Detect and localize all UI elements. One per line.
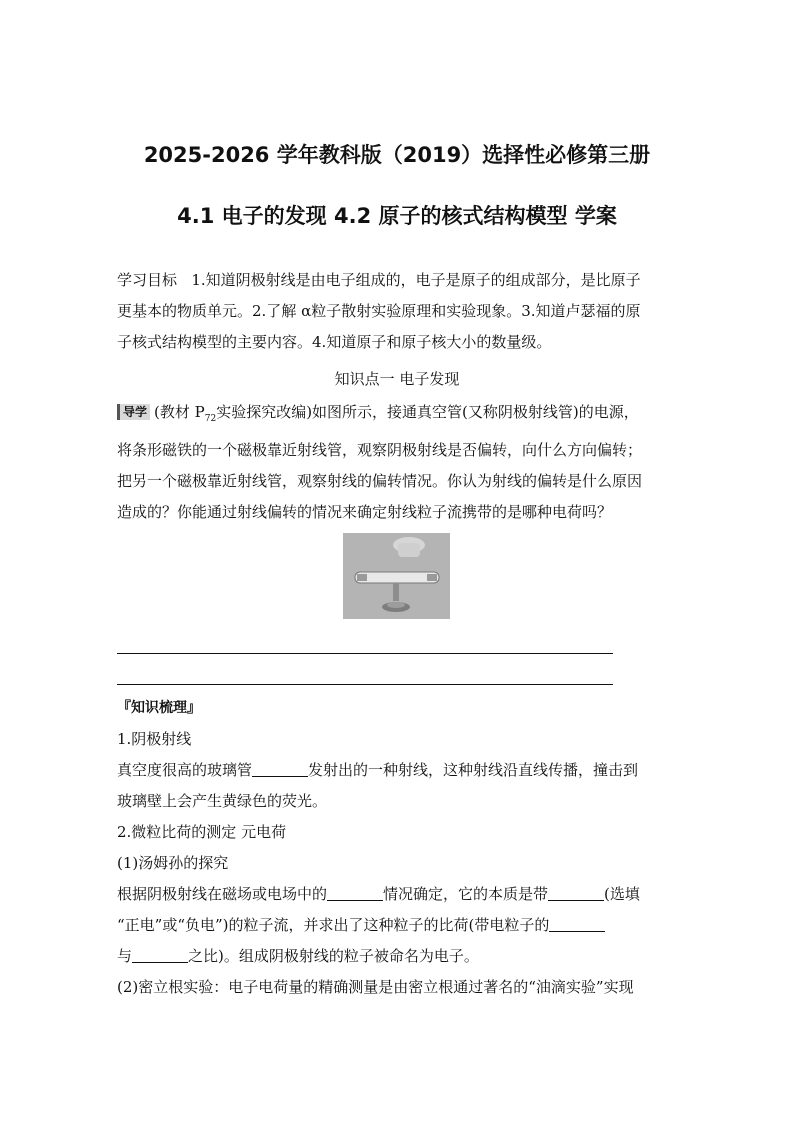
knowledge-section xyxy=(117,693,679,1003)
item1-text-a: 真空度很高的玻璃管 xyxy=(117,761,253,779)
guide-line1-pre: (教材 P xyxy=(154,403,205,421)
learning-objectives xyxy=(117,265,679,358)
guide-tag: 导学 xyxy=(117,404,150,420)
objectives-line1: 1.知道阴极射线是由电子组成的，电子是原子的组成部分，是比原子 xyxy=(191,271,641,289)
document-subtitle: 4.1 电子的发现 4.2 原子的核式结构模型 学案 xyxy=(177,204,617,228)
document-title: 2025-2026 学年教科版（2019）选择性必修第三册 xyxy=(143,143,651,167)
fill-blank-2[interactable] xyxy=(327,885,383,901)
guide-page-sub: 72 xyxy=(204,414,217,424)
objectives-line3: 子核式结构模型的主要内容。4.知道原子和原子核大小的数量级。 xyxy=(117,333,552,351)
guide-line3: 把另一个磁极靠近射线管，观察射线的偏转情况。你认为射线的偏转是什么原因 xyxy=(117,472,643,490)
item2-text-a: 根据阴极射线在磁场或电场中的 xyxy=(117,885,328,903)
item2-text-b: 情况确定，它的本质是带 xyxy=(383,885,549,903)
fill-blank-5[interactable] xyxy=(132,947,188,963)
answer-line-2[interactable] xyxy=(117,684,613,685)
item2-text-c: (选填 xyxy=(604,885,640,903)
fill-blank-4[interactable] xyxy=(549,916,605,932)
item2-sub2: (2)密立根实验：电子电荷量的精确测量是由密立根通过著名的“油滴实验”实现 xyxy=(117,978,634,996)
item2-sub1: (1)汤姆孙的探究 xyxy=(117,854,229,872)
guide-line2: 将条形磁铁的一个磁极靠近射线管，观察阴极射线是否偏转，向什么方向偏转； xyxy=(117,441,643,459)
answer-line-1[interactable] xyxy=(117,653,613,654)
item2-line2-text: “正电”或“负电”)的粒子流，并求出了这种粒子的比荷(带电粒子的 xyxy=(117,916,550,934)
knowledge-heading: 『知识梳理』 xyxy=(117,700,201,716)
guide-line4: 造成的？你能通过射线偏转的情况来确定射线粒子流携带的是哪种电荷吗？ xyxy=(117,503,613,521)
fill-blank-3[interactable] xyxy=(548,885,604,901)
objectives-line2: 更基本的物质单元。2.了解 α粒子散射实验原理和实验现象。3.知道卢瑟福的原 xyxy=(117,302,641,320)
item2-title: 2.微粒比荷的测定 元电荷 xyxy=(117,823,287,841)
objectives-label: 学习目标 xyxy=(117,271,178,289)
item2-line3-a: 与 xyxy=(117,947,133,965)
guide-line1-post: 实验探究改编)如图所示，接通真空管(又称阴极射线管)的电源， xyxy=(216,403,639,421)
item1-title: 1.阴极射线 xyxy=(117,730,192,748)
fill-blank-1[interactable] xyxy=(252,761,308,777)
cathode-ray-tube-photo xyxy=(343,533,450,619)
item1-text-b: 发射出的一种射线，这种射线沿直线传播，撞击到 xyxy=(308,761,639,779)
item2-line3-b: 之比)。组成阴极射线的粒子被命名为电子。 xyxy=(188,947,479,965)
section-heading: 知识点一 电子发现 xyxy=(334,370,460,388)
item1-line2: 玻璃壁上会产生黄绿色的荧光。 xyxy=(117,792,328,810)
guide-paragraph xyxy=(117,397,679,528)
